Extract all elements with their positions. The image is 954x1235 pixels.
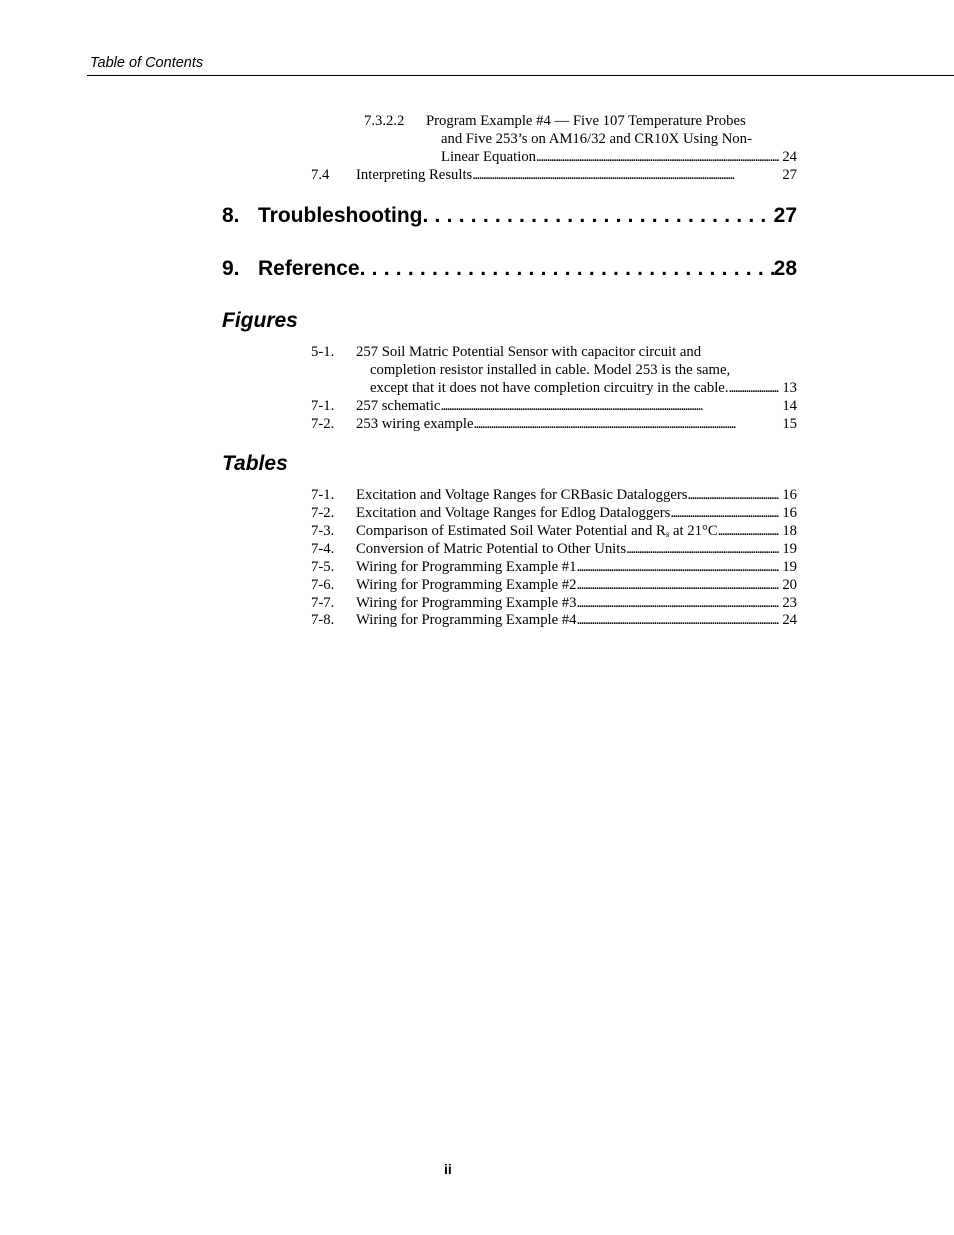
toc-page-number: 27: [782, 167, 797, 183]
chapter-title: Troubleshooting: [258, 204, 423, 227]
table-entry[interactable]: [0, 486, 954, 504]
dot-leader: [473, 415, 779, 433]
toc-page-number: 16: [782, 505, 797, 521]
chapter-title: Reference: [258, 257, 360, 280]
toc-entry-number: 7-3.: [311, 523, 335, 539]
table-entry[interactable]: [0, 540, 954, 558]
toc-entry-number: 7-2.: [311, 505, 335, 521]
toc-chapter-troubleshooting[interactable]: [222, 203, 797, 229]
toc-entry-title: Conversion of Matric Potential to Other Units: [356, 541, 627, 557]
toc-entry-line: Program Example #4 — Five 107 Temperature Probes: [426, 113, 746, 129]
chapter-number: 8.: [222, 204, 240, 227]
table-entry[interactable]: [0, 504, 954, 522]
toc-entry-number: 7.4: [311, 167, 330, 183]
tables-heading: Tables: [222, 452, 288, 475]
toc-page-number: 19: [782, 559, 797, 575]
toc-entry-number: 7-7.: [311, 595, 335, 611]
dot-leader: [577, 576, 780, 594]
toc-entry-title: 257 schematic: [356, 398, 441, 414]
table-entry[interactable]: [0, 611, 954, 629]
toc-page-number: 23: [782, 595, 797, 611]
dot-leader: [472, 166, 779, 184]
toc-page-number: 15: [782, 416, 797, 432]
title-text: at 21°C: [669, 523, 718, 539]
toc-entry-7-3-2-2[interactable]: [0, 112, 954, 166]
toc-page-number: 24: [782, 612, 797, 628]
toc-page-number: 24: [782, 149, 797, 165]
dot-leader: [577, 594, 780, 612]
dot-leader: [360, 256, 774, 282]
toc-page-number: 14: [782, 398, 797, 414]
chapter-number: 9.: [222, 257, 240, 280]
dot-leader: [729, 379, 780, 397]
toc-chapter-reference[interactable]: [222, 256, 797, 282]
toc-entry-title: 253 wiring example: [356, 416, 474, 432]
toc-entry-title: Wiring for Programming Example #1: [356, 559, 577, 575]
toc-entry-number: 7-4.: [311, 541, 335, 557]
toc-entry-line: completion resistor installed in cable. Model 253 is the same,: [370, 362, 731, 378]
chapter-page-number: 28: [773, 257, 797, 280]
toc-entry-title: Excitation and Voltage Ranges for CRBasic Dataloggers: [356, 487, 688, 503]
toc-entry-line: 257 Soil Matric Potential Sensor with capacitor circuit and: [356, 344, 702, 360]
toc-page-number: 19: [782, 541, 797, 557]
toc-entry-line: and Five 253’s on AM16/32 and CR10X Using Non-: [441, 131, 752, 147]
header-rule: [87, 75, 954, 76]
toc-entry-number: 7-5.: [311, 559, 335, 575]
toc-entry-number: 7-1.: [311, 398, 335, 414]
toc-page-number: 18: [782, 523, 797, 539]
figure-entry[interactable]: [0, 397, 954, 415]
toc-entry-7-4[interactable]: [0, 166, 954, 184]
dot-leader: [670, 504, 779, 522]
page-number: ii: [444, 1161, 452, 1177]
toc-page-number: 13: [782, 380, 797, 396]
toc-entry-title: Excitation and Voltage Ranges for Edlog Dataloggers: [356, 505, 671, 521]
toc-page-number: 16: [782, 487, 797, 503]
title-text: Comparison of Estimated Soil Water Potential and R: [356, 523, 666, 539]
dot-leader: [626, 540, 779, 558]
dot-leader: [422, 203, 773, 229]
figure-entry[interactable]: [0, 343, 954, 397]
table-entry[interactable]: [0, 576, 954, 594]
toc-entry-title: Wiring for Programming Example #3: [356, 595, 577, 611]
table-entry[interactable]: [0, 594, 954, 612]
toc-entry-title: Wiring for Programming Example #4: [356, 612, 577, 628]
subscript-s: s: [665, 529, 670, 539]
figures-heading: Figures: [222, 309, 298, 332]
toc-entry-title: Wiring for Programming Example #2: [356, 577, 577, 593]
table-entry[interactable]: [0, 522, 954, 540]
figure-entry[interactable]: [0, 415, 954, 433]
toc-page-number: 20: [782, 577, 797, 593]
dot-leader: [688, 486, 780, 504]
dot-leader: [536, 148, 779, 166]
toc-entry-line: Linear Equation: [441, 149, 537, 165]
page-header-title: Table of Contents: [90, 55, 204, 71]
toc-entry-number: 7-1.: [311, 487, 335, 503]
toc-entry-number: 5-1.: [311, 344, 335, 360]
toc-entry-number: 7.3.2.2: [364, 113, 405, 129]
dot-leader: [577, 611, 780, 629]
dot-leader: [440, 397, 779, 415]
table-entry[interactable]: [0, 558, 954, 576]
dot-leader: [577, 558, 780, 576]
toc-entry-number: 7-8.: [311, 612, 335, 628]
chapter-page-number: 27: [773, 204, 797, 227]
toc-entry-line: except that it does not have completion circuitry in the cable.: [370, 380, 729, 396]
toc-entry-number: 7-2.: [311, 416, 335, 432]
toc-entry-number: 7-6.: [311, 577, 335, 593]
toc-entry-title: Interpreting Results: [356, 167, 473, 183]
